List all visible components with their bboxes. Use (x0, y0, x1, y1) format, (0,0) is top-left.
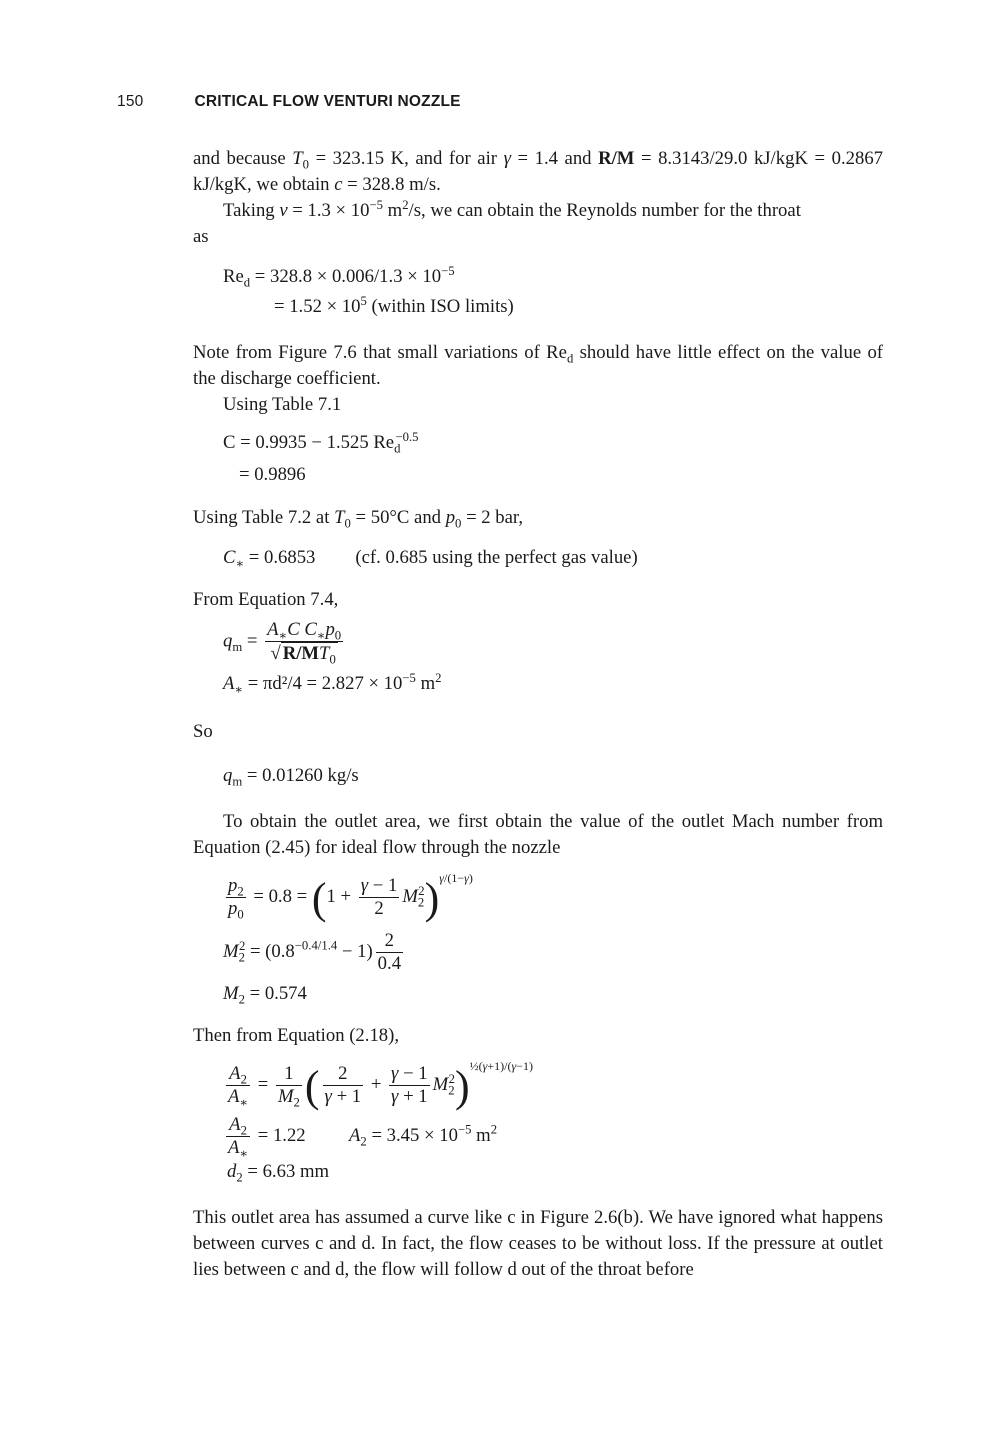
paragraph-from-equation-7-4: From Equation 7.4, (193, 589, 339, 610)
equation-reynolds: $Re_d = 328.8 \times 0.006/1.3 \times 10^{-5}$ = $1.52 \times 10^5$ (within ISO limits) (223, 263, 514, 317)
equation-mass-flow-result: $q_m = 0.01260$ kg/s (223, 765, 359, 789)
page-number: 150 (117, 93, 144, 110)
equation-pressure-ratio: $\frac{p_2}{p_0}$ = 0.8 = (1 + $\frac{\gamma - 1}{2}$ $M_2^2)^{\gamma/(1-\gamma)}$ $M_2^2 = (0.8^{-0.4/1.4} - 1)$ $\frac{2}{0.4}$ $M_2 = 0.574$ (223, 870, 473, 1007)
paragraph-outlet-area: To obtain the outlet area, we first obtain the value of the outlet Mach number from Equation (2.45) for ideal flow through the nozzle (193, 811, 883, 858)
equation-mass-flow: $q_m$ = $\frac{A_∗C C_∗p_0}{√ R/MT_0}$ $A_∗ = \pi d^2/4 = 2.827 \times 10^{-5}$ $m^2$ (223, 619, 442, 697)
paragraph-using-table-7-2: Using Table 7.2 at $T_0 = 50^\circ C$ and $p_0 = 2$ bar, (193, 507, 524, 531)
equation-discharge-coefficient: C = 0.9935 − 1.525 $Re_d^{-0.5}$ = 0.9896 (223, 429, 419, 485)
paragraph-then-from-equation: Then from Equation (2.18), (193, 1025, 400, 1046)
mass-flow-fraction: $\frac{A_∗C C_∗p_0}{√ R/MT_0}$ (267, 619, 342, 667)
equation-area-ratio: $\frac{A_2}{A_∗}$ = $\frac{1}{M_2}$ ( $\frac{2}{\gamma + 1}$ + $\frac{\gamma - 1}{\gamma + 1}$ $M_2^2)^{\frac{1}{2}(\gamma+1)/(\gamma-1)}$ $\frac{A_2}{A_∗}$ = 1.22 $A_2 = 3.45 \times 10^{-5}$ $m^2$ $d_2 = 6.63$ mm (227, 1058, 533, 1185)
page-header (117, 93, 461, 111)
paragraph-so: So (193, 721, 213, 742)
paragraph-reynolds: Taking $\nu = 1.3 \times 10^{-5}$ $m^2/s$, we can obtain the Reynolds number for the throat (223, 197, 801, 221)
paragraph-using-table-7-1: Using Table 7.1 (223, 394, 342, 415)
paragraph-as: as (193, 226, 209, 247)
running-title: CRITICAL FLOW VENTURI NOZZLE (194, 93, 461, 110)
paragraph-speed-of-sound: and because $T_0 = 323.15$ K, and for air γ = 1.4 and R/M = 8.3143/29.0 kJ/kgK = 0.2867 kJ/kgK, we obtain c = 328.8 m/s. (193, 148, 883, 195)
page-body (193, 146, 883, 1283)
paragraph-note-figure: Note from Figure 7.6 that small variations of $Re_d$ should have little effect on the value of the discharge coefficient. (193, 342, 884, 389)
paragraph-outlet-curve: This outlet area has assumed a curve like c in Figure 2.6(b). We have ignored what happens between curves c and d. In fact, the flow ceases to be without loss. If the pressure at outlet lies between c and d, the flow will follow d out of the throat before (193, 1207, 883, 1280)
equation-critical-flow-function: $C_∗ = 0.6853$ (cf. 0.685 using the perfect gas value) (223, 547, 638, 571)
